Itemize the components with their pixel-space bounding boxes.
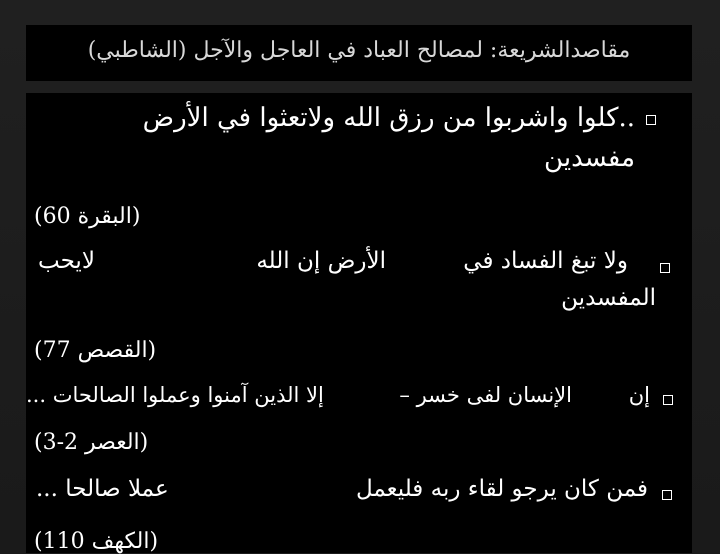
- verse-2-part-c: لايحب: [38, 248, 95, 274]
- verse-3-part-c: إلا الذين آمنوا وعملوا الصالحات ...: [26, 383, 324, 407]
- verse-3-part-b: الإنسان لفى خسر –: [399, 383, 572, 407]
- bullet-checkbox-icon: [663, 395, 673, 405]
- verse-4-part-a: فمن كان يرجو لقاء ربه فليعمل: [355, 476, 648, 502]
- slide-title: مقاصدالشريعة: لمصالح العباد في العاجل والآجل (الشاطبي): [87, 38, 631, 63]
- verse-2-line-2: المفسدين: [561, 285, 656, 311]
- verse-1-reference: (البقرة 60): [34, 204, 141, 229]
- verse-3-reference: (العصر 2-3): [34, 430, 149, 455]
- bullet-checkbox-icon: [660, 263, 670, 273]
- verse-1-line-2: مفسدين: [544, 143, 635, 173]
- verse-3-part-a: إن: [628, 383, 650, 407]
- verse-1-line-1: ..كلوا واشربوا من رزق الله ولاتعثوا في الأرض: [142, 103, 635, 133]
- verse-2-part-b: الأرض إن الله: [256, 248, 386, 274]
- bullet-checkbox-icon: [662, 490, 672, 500]
- verse-4-part-b: عملا صالحا ...: [36, 476, 169, 502]
- verse-2-part-a: ولا تبغ الفساد في: [463, 248, 628, 274]
- title-panel: [26, 25, 692, 81]
- content-panel: [26, 93, 692, 553]
- verse-4-reference: (الكهف 110): [34, 529, 159, 554]
- bullet-checkbox-icon: [646, 115, 656, 125]
- verse-2-reference: (القصص 77): [34, 338, 157, 363]
